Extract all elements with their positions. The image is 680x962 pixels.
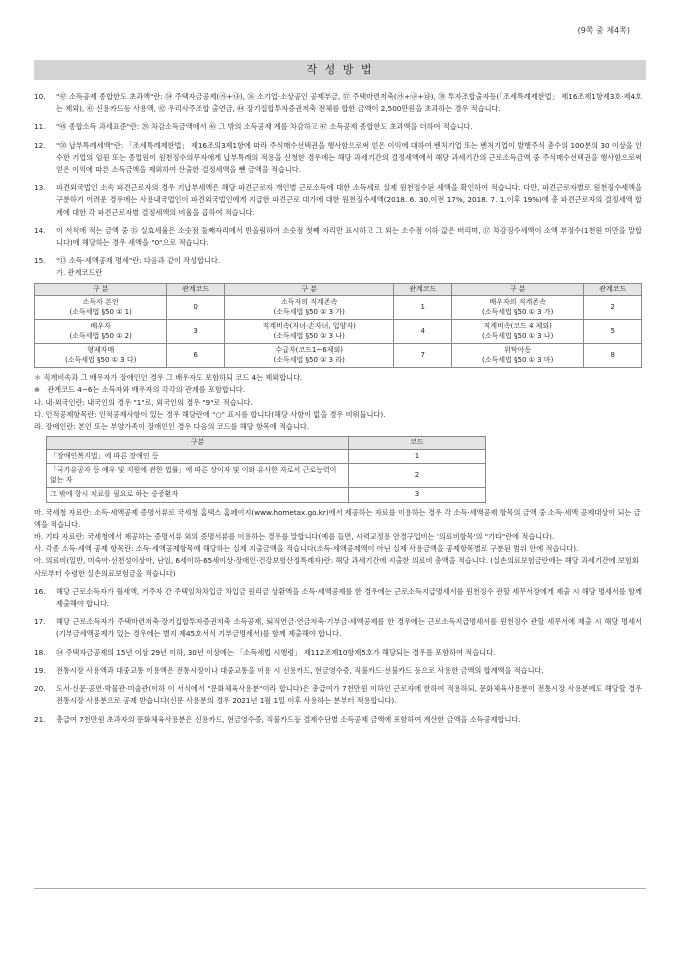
relation-code-table xyxy=(34,283,642,369)
table-cell: 배우자의 직계존속 (소득세법 §50 ① 3 가) xyxy=(452,296,584,320)
table-cell: 「국가유공자 등 예우 및 지원에 관한 법률」에 따른 상이자 및 이와 유사한 자로서 근로능력이 없는 자 xyxy=(47,464,349,488)
item-20 xyxy=(34,683,642,707)
table-cell: 3 xyxy=(349,488,486,503)
col-header: 코드 xyxy=(349,437,486,450)
table-cell: 3 xyxy=(167,320,225,344)
item-number: 16. xyxy=(34,586,46,596)
item-12 xyxy=(34,140,642,177)
item-text: 해당 근로소득자가 주택마련저축·장기집합투자증권저축 소득공제, 퇴직연금·연금저축·기부금·세액공제를 한 경우에는 근로소득지급명세서를 원천징수 관할 세무서에 제출 시 해당 명세서(기부금세액공제가 있는 경우에는 별지 제45호서식 기부금명세서)를 함께 제출해야 합니다. xyxy=(56,617,642,639)
item-15 xyxy=(34,255,642,279)
table-cell: 2 xyxy=(584,296,642,320)
item-number: 18. xyxy=(34,647,46,657)
item-text: "㊼ 소득공제 종합한도 초과액"란: ㉞ 주택자금공제(㉮+㉯), ㊱ 소기업·소상공인 공제부금, ㊲ 주택마련저축(㉮+㉯+㉰), ㊳ 투자조합출자등(「조세특례제한법」 제16조제1항제3호·제4호는 제외), ㊶ 신용카드등 사용액, ㊷ 우리사주조합 출연금, ㊹ 장기집합투자증권저축 전체를 합한 금액이 2,500만원을 초과하는 경우 적습니다. xyxy=(56,92,642,114)
item-text: 이 서식에 적는 금액 중 ⑮ 실효세율은 소숫점 둘째자리에서 반올림하여 소숫점 첫째 자리만 표시하고 그 외는 소수점 이하 값은 버리며, ⑰ 차감징수세액이 소액 부징수(1천원 미만을 말합니다)에 해당하는 경우 세액을 "0"으로 적습니다. xyxy=(56,225,642,248)
col-header: 구 분 xyxy=(452,283,584,296)
instructions-body xyxy=(34,91,642,732)
table-cell: 소득자의 직계존속 (소득세법 §50 ① 3 가) xyxy=(224,296,394,320)
table-cell: 형제자매 (소득세법 §50 ① 3 다) xyxy=(35,344,167,368)
item-text: 전통시장 사용액과 대중교통 이용액은 전통시장이나 대중교통을 이용 시 신용카드, 현금영수증, 직불카드·선불카드 등으로 사용한 금액의 합계액을 적습니다. xyxy=(56,665,544,675)
table-cell: 배우자 (소득세법 §50 ① 2) xyxy=(35,320,167,344)
item-text: "⑬ 소득·세액공제 명세"란: 다음과 같이 작성합니다. xyxy=(56,256,221,266)
item-number: 11. xyxy=(34,122,46,132)
item-number: 17. xyxy=(34,617,46,627)
item-number: 15. xyxy=(34,256,46,266)
table-row xyxy=(47,449,486,464)
item-number: 20. xyxy=(34,684,46,694)
table-cell: 4 xyxy=(394,320,452,344)
item-18 xyxy=(34,647,642,659)
table-row xyxy=(47,488,486,503)
disability-code-table xyxy=(46,436,486,503)
table-cell: 수급자(코드1~6제외) (소득세법 §50 ① 3 라) xyxy=(224,344,394,368)
item-10 xyxy=(34,91,642,115)
col-header: 관계코드 xyxy=(394,283,452,296)
table-cell: 위탁아동 (소득세법 §50 ① 3 마) xyxy=(452,344,584,368)
item-number: 21. xyxy=(34,714,46,724)
page-number: (9쪽 중 제4쪽) xyxy=(577,26,630,35)
table-cell: 1 xyxy=(349,449,486,464)
item-text: "㊽ 종합소득 과세표준"란: ㉘ 차감소득금액에서 ㊻ 그 밖의 소득공제 계를 차감하고 ㊼ 소득공제 종합한도 초과액을 더하여 적습니다. xyxy=(56,122,473,132)
subsection-sa: 사. 각종 소득·세액 공제 항목란: 소득·세액공제항목에 해당하는 실제 지출금액을 적습니다(소득·세액공제액이 아닌 실제 사용금액을 공제항목별로 구분된 범위 안에 적습니다). xyxy=(34,544,579,554)
table-row xyxy=(35,296,642,320)
table-row xyxy=(47,464,486,488)
item-21 xyxy=(34,714,642,726)
item-text: 도서·신문·공연·박물관·미술관(이하 이 서식에서 "문화체육사용분"이라 합니다)은 총급여가 7천만원 이하인 근로자에 한하여 적용하되, 문화체육사용분이 전통시장 사용분에도 해당할 경우 전통시장 사용분으로 공제 받습니다(신문 사용분의 경우 2021년 1월 1일 이후 사용하는 분부터 적용합니다). xyxy=(56,684,642,706)
item-19 xyxy=(34,665,642,677)
item-text: 총급여 7천만원 초과자의 문화체육사용분은 신용카드, 현금영수증, 직불카드등 결제수단별 소득공제 금액에 포함하여 계산한 금액을 소득공제합니다. xyxy=(56,714,521,724)
note-asterisk: ＊ 직계비속과 그 배우자가 장애인인 경우 그 배우자도 포함하되 코드 4는 제외합니다. xyxy=(34,373,303,383)
item-14 xyxy=(34,225,642,249)
item-number: 14. xyxy=(34,225,46,235)
col-header: 구 분 xyxy=(35,283,167,296)
subsection-ma: 마. 국세청 자료란: 소득·세액공제 증명서류로 국세청 홈택스 홈페이지(www.hometax.go.kr)에서 제공하는 자료를 이용하는 경우 각 소득·세액공제 항목의 금액 중 소득·세액 공제대상이 되는 금액을 적습니다. xyxy=(34,507,641,529)
table-cell: 0 xyxy=(167,296,225,320)
item-13 xyxy=(34,182,642,219)
item-text: 해당 근로소득자가 월세액, 거주자 간 주택임차차입금 차입금 원리금 상환액을 소득·세액공제를 한 경우에는 근로소득지급명세서를 원천징수 관할 세무서장에게 제출 시 해당 명세서를 함께 제출해야 합니다. xyxy=(56,586,642,609)
table-cell: 6 xyxy=(167,344,225,368)
table-cell: 직계비속(코드 4 제외) (소득세법 §50 ① 3 나) xyxy=(452,320,584,344)
col-header: 관계코드 xyxy=(167,283,225,296)
col-header: 관계코드 xyxy=(584,283,642,296)
subsection-ba: 바. 기타 자료란: 국세청에서 제공하는 증명서류 외의 증명서류를 이용하는 경우를 말합니다(예를 들면, 시력교정용 안경구입비는 '의료비항목'의 "기타"란에 적습니다). xyxy=(34,532,555,542)
section-title: 작 성 방 법 xyxy=(34,60,646,80)
col-header: 구분 xyxy=(47,437,349,450)
item-number: 12. xyxy=(34,140,46,150)
subsection-a: 아. 의료비(일반, 미숙아·선천성이상아, 난임, 6세이하·65세이상·장애인·건강보험산정특례자)란: 해당 과세기간에 지출한 의료비 총액을 적습니다. (실손의료보험금란에는 해당 과세기간에 보험회사로부터 수령한 실손의료보험금을 적습니다) xyxy=(34,556,639,578)
note-reference: ※ 관계코드 4~6는 소득자와 배우자의 각각의 관계를 포함합니다. xyxy=(34,385,246,395)
item-number: 13. xyxy=(34,183,46,193)
table-cell: 「장애인복지법」에 따른 장애인 등 xyxy=(47,449,349,464)
subsection-da: 다. 인적공제항목란: 인적공제사항이 있는 경우 해당란에 "○" 표시를 합니다(해당 사항이 없을 경우 비워둡니다). xyxy=(34,409,386,419)
table-cell: 1 xyxy=(394,296,452,320)
item-number: 19. xyxy=(34,665,46,675)
col-header: 구 분 xyxy=(224,283,394,296)
table-cell: 소득자 본인 (소득세법 §50 ① 1) xyxy=(35,296,167,320)
table-cell: 2 xyxy=(349,464,486,488)
table-cell: 7 xyxy=(394,344,452,368)
item-11 xyxy=(34,121,642,133)
bottom-divider xyxy=(34,888,646,889)
subsection-ga: 가. 관계코드란 xyxy=(56,268,103,278)
item-16 xyxy=(34,586,642,610)
subsection-na: 나. 내·외국인란: 내국인의 경우 "1"로, 외국인의 경우 "9"로 적습니다. xyxy=(34,397,253,407)
item-text: ㉞ 주택자금공제의 15년 이상 29년 이하, 30년 이상에는 「소득세법 시행령」 제112조제10항제5호가 해당되는 경우를 포함하여 적습니다. xyxy=(56,647,496,657)
item-number: 10. xyxy=(34,92,46,101)
table-cell: 직계비속(자녀·손자녀, 입양자) (소득세법 §50 ① 3 나) xyxy=(224,320,394,344)
item-text: 파견외국법인 소속 파견근로자의 경우 기납부세액은 해당 파견근로자 개인별 근로소득에 대한 소득세로 실제 원천징수된 세액을 확인하여 적습니다. 다만, 파견근로자별로 원천징수세액을 구분하기 어려운 경우에는 사용내국법인이 파견외국법인에게 지급한 파견근로 대가에 대한 원천징수세액(2018. 6. 30.이전 17%, 2018. 7. 1.이후 19%)에 총 파견근로자의 결정세액 합계에 대한 각 파견근로자별 결정세액의 비율을 곱하여 적습니다. xyxy=(56,183,642,217)
table-row xyxy=(35,344,642,368)
table-cell: 그 밖에 항시 치료를 필요로 하는 중증환자 xyxy=(47,488,349,503)
table-cell: 5 xyxy=(584,320,642,344)
item-text: "㊿ 납부특례세액"란: 「조세특례제한법」 제16조의3제1항에 따라 주식매수선택권을 행사함으로써 얻은 이익에 대하여 벤처기업 또는 벤처기업이 발행주식 총수의 100분의 30 이상을 인수한 기업의 임원 또는 종업원이 원천징수의무자에게 납부특례의 적용을 신청한 경우에는 해당 과세기간의 결정세액에서 해당 과세기간의 근로소득금액 중 주식매수선택권을 행사함으로써 얻은 이익에 따른 소득금액을 제외하여 산출한 결정세액을 뺀 금액을 적습니다. xyxy=(56,140,642,175)
table-cell: 8 xyxy=(584,344,642,368)
table-row xyxy=(35,320,642,344)
subsection-ra: 라. 장애인란: 본인 또는 부양가족이 장애인인 경우 다음의 코드를 해당 항목에 적습니다. xyxy=(34,421,310,431)
item-17 xyxy=(34,616,642,640)
